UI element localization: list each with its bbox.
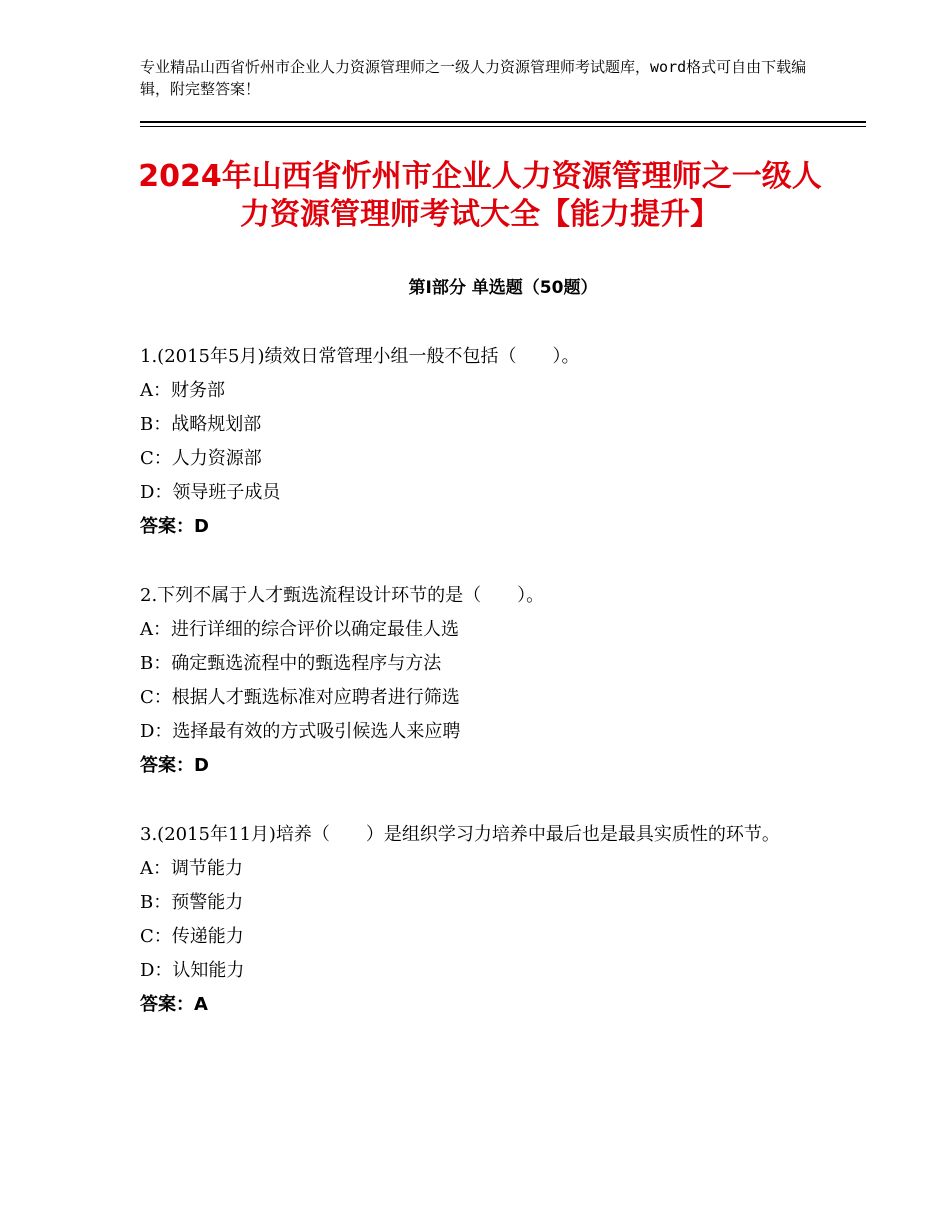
option-b: B：预警能力: [140, 892, 244, 913]
header-rule-thick: [140, 121, 866, 123]
question-text: 2.下列不属于人才甄选流程设计环节的是（ ）。: [140, 585, 545, 606]
answer: 答案：A: [140, 994, 208, 1015]
option-d: D：选择最有效的方式吸引候选人来应聘: [140, 721, 461, 742]
question-2: [140, 579, 830, 783]
document-title: 2024年山西省忻州市企业人力资源管理师之一级人力资源管理师考试大全【能力提升】: [138, 159, 822, 232]
answer: 答案：D: [140, 516, 209, 537]
header-rule-thin: [140, 126, 866, 127]
question-3: [140, 818, 830, 1022]
option-a: A：进行详细的综合评价以确定最佳人选: [140, 619, 459, 640]
option-a: A：财务部: [140, 380, 225, 401]
option-d: D：领导班子成员: [140, 482, 281, 503]
option-c: C：根据人才甄选标准对应聘者进行筛选: [140, 687, 460, 708]
header-note: 专业精品山西省忻州市企业人力资源管理师之一级人力资源管理师考试题库，word格式可自由下载编辑，附完整答案！: [140, 58, 807, 98]
option-b: B：战略规划部: [140, 414, 262, 435]
option-c: C：人力资源部: [140, 448, 262, 469]
question-text: 1.(2015年5月)绩效日常管理小组一般不包括（ ）。: [140, 346, 580, 367]
answer: 答案：D: [140, 755, 209, 776]
option-d: D：认知能力: [140, 960, 245, 981]
question-1: [140, 340, 830, 544]
option-c: C：传递能力: [140, 926, 244, 947]
section-title: 第Ⅰ部分 单选题（50题）: [408, 278, 598, 298]
option-b: B：确定甄选流程中的甄选程序与方法: [140, 653, 442, 674]
option-a: A：调节能力: [140, 858, 243, 879]
question-text: 3.(2015年11月)培养（ ）是组织学习力培养中最后也是最具实质性的环节。: [140, 824, 780, 845]
